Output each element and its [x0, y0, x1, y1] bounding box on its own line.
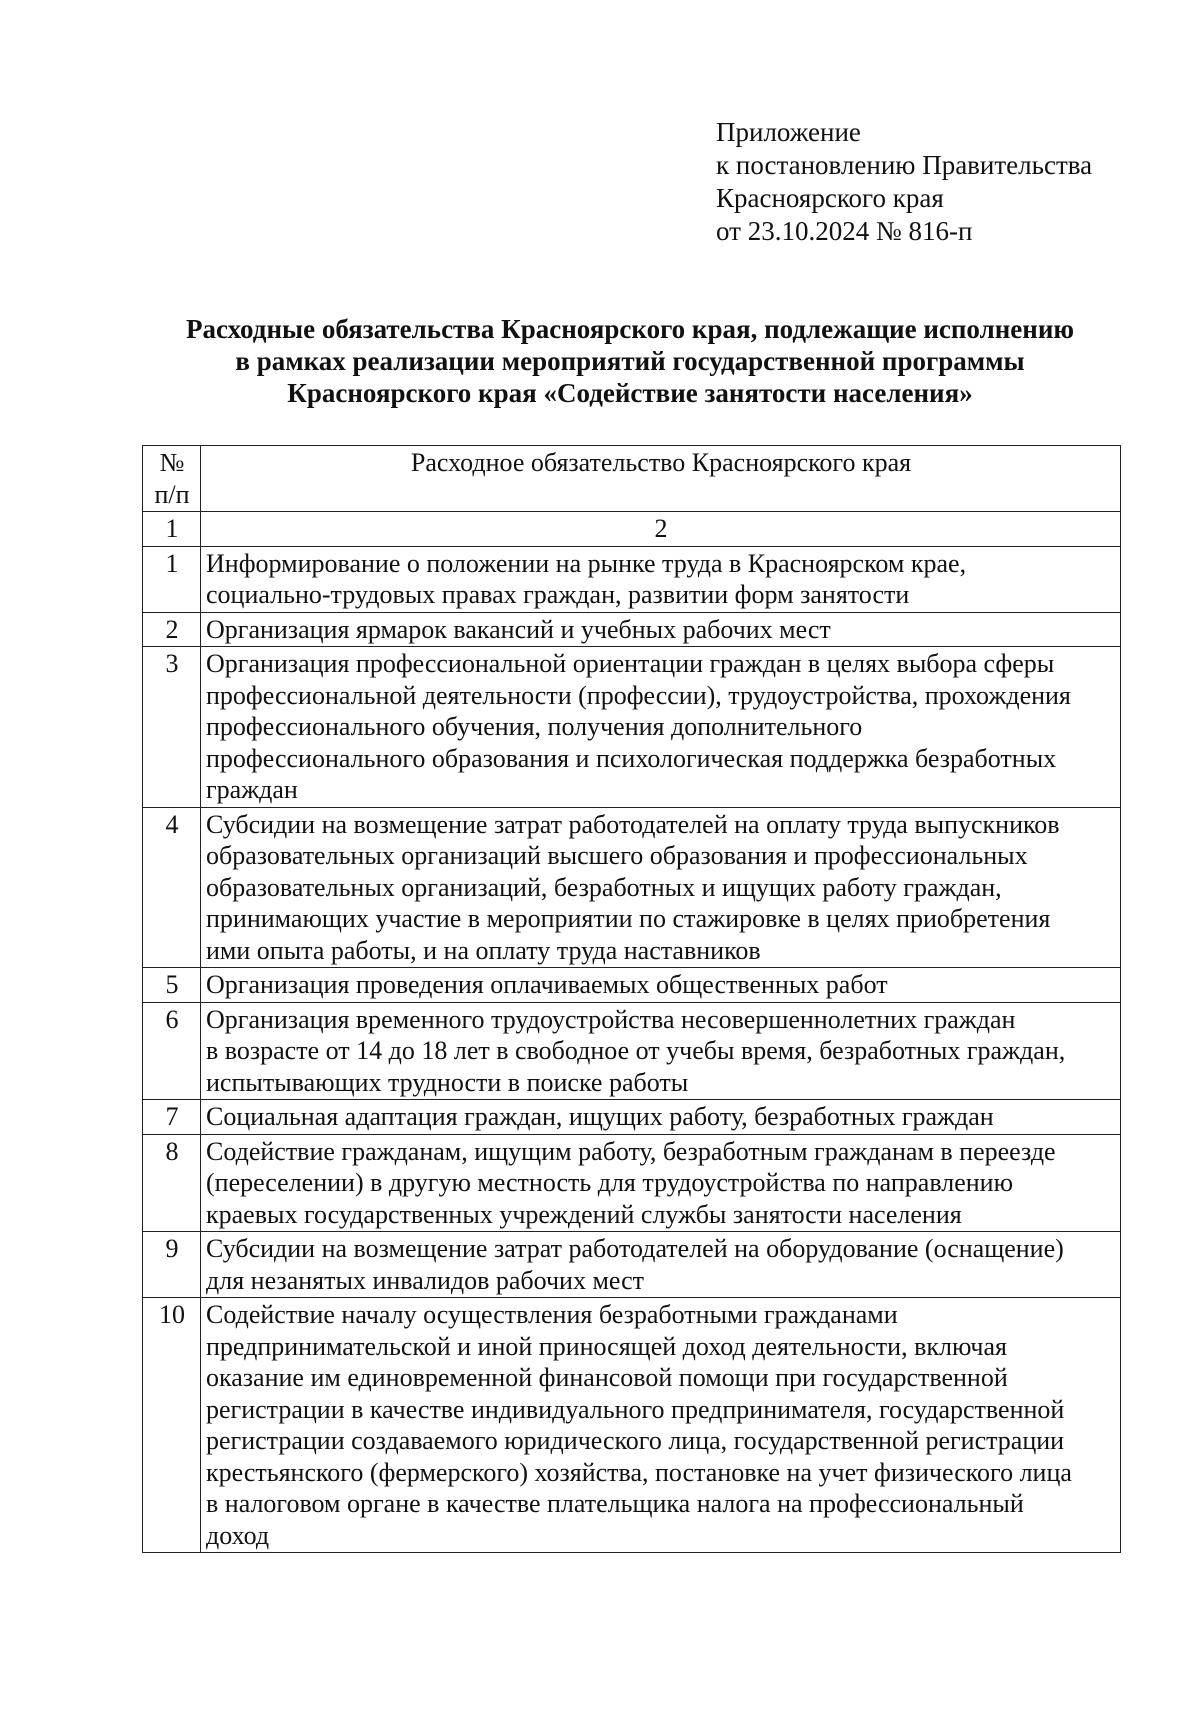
- obligation-line: регистрации создаваемого юридического лица, государственной регистрации: [206, 1426, 1065, 1455]
- obligation-line: для незанятых инвалидов рабочих мест: [206, 1265, 645, 1295]
- header-obligation: Расходное обязательство Красноярского края: [201, 446, 1121, 512]
- row-obligation: [201, 546, 1121, 612]
- row-number: 7: [143, 1100, 201, 1135]
- header-number: [143, 446, 201, 512]
- table-row: [143, 1298, 1121, 1553]
- obligation-line: профессионального обучения, получения дополнительного: [206, 712, 863, 741]
- obligation-line: Организация проведения оплачиваемых общественных работ: [206, 970, 888, 999]
- row-obligation: [201, 1232, 1121, 1298]
- table-row: [143, 807, 1121, 968]
- row-number: 4: [143, 807, 201, 968]
- title-line: в рамках реализации мероприятий государственной программы: [235, 346, 1025, 376]
- appendix-block: [716, 116, 1092, 248]
- table-row: [143, 612, 1121, 647]
- obligation-line: в возрасте от 14 до 18 лет в свободное от учебы время, безработных граждан,: [206, 1036, 1066, 1065]
- obligation-line: Субсидии на возмещение затрат работодателей на оплату труда выпускников: [206, 809, 1060, 839]
- obligation-line: в налоговом органе в качестве плательщика налога на профессиональный: [206, 1489, 1024, 1518]
- obligation-line: доход: [206, 1520, 270, 1550]
- table-row: [143, 968, 1121, 1003]
- row-obligation: [201, 647, 1121, 808]
- row-obligation: [201, 612, 1121, 647]
- table-body: [143, 512, 1121, 1553]
- obligation-line: (переселении) в другую местность для трудоустройства по направлению: [206, 1168, 1014, 1197]
- obligation-line: образовательных организаций высшего образования и профессиональных: [206, 841, 1028, 870]
- row-number: 9: [143, 1232, 201, 1298]
- table-row: [143, 1134, 1121, 1232]
- obligation-line: предпринимательской и иной приносящей доход деятельности, включая: [206, 1331, 1007, 1361]
- row-obligation: [201, 1002, 1121, 1100]
- obligation-line: оказание им единовременной финансовой помощи при государственной: [206, 1363, 1008, 1392]
- column-number-cell: 1: [143, 512, 201, 547]
- table-row: [143, 546, 1121, 612]
- row-number: 3: [143, 647, 201, 808]
- row-number: 8: [143, 1134, 201, 1232]
- table-header-row: [143, 446, 1121, 512]
- obligation-line: ими опыта работы, и на оплату труда наставников: [206, 935, 761, 965]
- appendix-line: Красноярского края: [716, 183, 944, 213]
- row-number: 10: [143, 1298, 201, 1553]
- table-row: [143, 647, 1121, 808]
- appendix-line: от 23.10.2024 № 816-п: [716, 216, 973, 246]
- document-title: [100, 313, 1160, 409]
- table-row: [143, 1232, 1121, 1298]
- row-obligation: [201, 1134, 1121, 1232]
- row-number: 5: [143, 968, 201, 1003]
- row-obligation: [201, 1100, 1121, 1135]
- obligation-line: краевых государственных учреждений службы занятости населения: [206, 1199, 962, 1229]
- obligation-line: Организация временного трудоустройства несовершеннолетних граждан: [206, 1004, 1016, 1034]
- obligation-line: профессиональной деятельности (профессии), трудоустройства, прохождения: [206, 680, 1071, 710]
- row-obligation: [201, 1298, 1121, 1553]
- obligation-line: крестьянского (фермерского) хозяйства, постановке на учет физического лица: [206, 1457, 1072, 1487]
- obligation-line: образовательных организаций, безработных и ищущих работу граждан,: [206, 872, 1002, 902]
- obligations-table: [142, 445, 1121, 1553]
- row-number: 1: [143, 546, 201, 612]
- obligation-line: Субсидии на возмещение затрат работодателей на оборудование (оснащение): [206, 1234, 1064, 1263]
- row-obligation: [201, 968, 1121, 1003]
- row-number: 2: [143, 612, 201, 647]
- header-number-line: п/п: [154, 479, 190, 509]
- appendix-line: к постановлению Правительства: [716, 150, 1093, 180]
- column-number-cell: 2: [201, 512, 1121, 547]
- title-line: Расходные обязательства Красноярского края, подлежащие исполнению: [185, 314, 1075, 344]
- obligation-line: Организация профессиональной ориентации граждан в целях выбора сферы: [206, 649, 1055, 678]
- obligation-line: испытывающих трудности в поиске работы: [206, 1067, 689, 1097]
- obligation-line: профессионального образования и психологическая поддержка безработных: [206, 743, 1057, 773]
- obligation-line: Информирование о положении на рынке труда в Красноярском крае,: [206, 548, 967, 578]
- column-number-row: [143, 512, 1121, 547]
- obligation-line: Содействие гражданам, ищущим работу, безработным гражданам в переезде: [206, 1136, 1056, 1166]
- title-line: Красноярского края «Содействие занятости населения»: [287, 378, 973, 408]
- obligation-line: регистрации в качестве индивидуального предпринимателя, государственной: [206, 1394, 1065, 1424]
- obligation-line: социально-трудовых правах граждан, развитии форм занятости: [206, 580, 910, 609]
- obligation-line: Социальная адаптация граждан, ищущих работу, безработных граждан: [206, 1102, 994, 1131]
- table-row: [143, 1100, 1121, 1135]
- appendix-line: Приложение: [716, 117, 861, 147]
- header-number-line: №: [159, 448, 185, 477]
- obligation-line: Организация ярмарок вакансий и учебных рабочих мест: [206, 614, 831, 644]
- obligation-line: граждан: [206, 775, 298, 804]
- obligation-line: принимающих участие в мероприятии по стажировке в целях приобретения: [206, 904, 1051, 933]
- table-row: [143, 1002, 1121, 1100]
- obligation-line: Содействие началу осуществления безработными гражданами: [206, 1300, 898, 1329]
- row-number: 6: [143, 1002, 201, 1100]
- row-obligation: [201, 807, 1121, 968]
